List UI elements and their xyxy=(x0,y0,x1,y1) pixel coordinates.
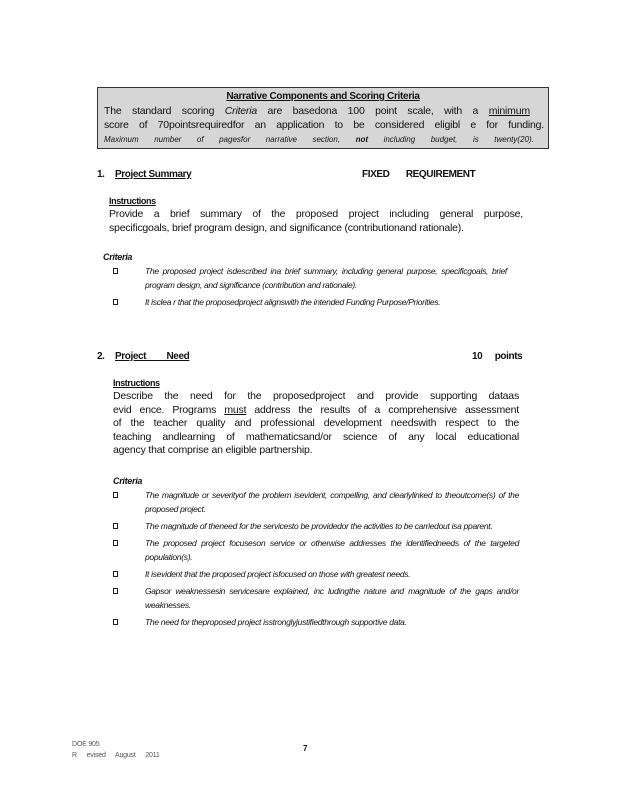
section-1-instructions xyxy=(109,208,523,235)
criteria-text: The proposed project isdescribed ina brief summary, including general purpose, specificgoals, brief program design, and significance (contribution and rationale). xyxy=(145,266,507,290)
criteria-text: The magnitude or severityof the problem isevident, compelling, and clearlylinked to theoutcome(s) of the proposed project. xyxy=(145,490,519,514)
box-word: 100 xyxy=(347,105,365,117)
box-word: narrative xyxy=(265,135,297,144)
box-word: considered xyxy=(374,119,425,131)
box-word: e xyxy=(470,119,476,131)
box-word: funding. xyxy=(508,119,544,131)
box-word: 70pointsrequiredfor xyxy=(157,119,245,131)
bullet-box-icon xyxy=(113,268,118,274)
section-2-criteria-list xyxy=(113,488,519,632)
section-1-number: 1. xyxy=(97,169,105,180)
instruction-line: of the teacher quality and professional development needswith respect to the xyxy=(113,417,519,429)
box-word: twenty(20). xyxy=(494,135,534,144)
bullet-box-icon xyxy=(113,492,118,498)
section-1-criteria-label: Criteria xyxy=(103,252,133,262)
box-word: of xyxy=(139,119,148,131)
box-word: budget, xyxy=(430,135,458,144)
box-word: scale, xyxy=(407,105,434,117)
bullet-box-icon xyxy=(113,299,118,305)
criteria-item xyxy=(113,584,519,612)
box-word: score xyxy=(104,119,129,131)
instruction-line: evid ence. Programs must address the results of a comprehensive assessment xyxy=(113,403,519,416)
box-word: is xyxy=(472,135,479,144)
box-word: minimum xyxy=(488,105,530,117)
box-word: eligibl xyxy=(434,119,460,131)
instruction-line: specificgoals, brief program design, and significance (contributionand rationale). xyxy=(109,221,464,234)
box-word: are xyxy=(267,105,283,117)
box-word: standard xyxy=(132,105,172,117)
box-word: with xyxy=(444,105,463,117)
box-word: of xyxy=(196,135,204,144)
criteria-item xyxy=(113,615,519,629)
footer-revised: R evised August 2011 xyxy=(72,752,160,759)
emphasis-must: must xyxy=(224,403,247,416)
instruction-line: agency that comprise an eligible partnership. xyxy=(113,444,313,456)
criteria-text: Gapsor weaknessesin servicesare explained, inc ludingthe nature and magnitude of the gaps and/or weaknesses. xyxy=(145,586,519,610)
bullet-box-icon xyxy=(113,619,118,625)
criteria-item xyxy=(113,536,519,564)
section-2-tag: 10 points xyxy=(472,351,523,362)
box-word: pagesfor xyxy=(219,135,251,144)
section-2-criteria-label: Criteria xyxy=(113,476,143,486)
criteria-text: The magnitude of theneed for the servicesto be providedor the activities to be carriedout isa pparent. xyxy=(145,521,493,531)
box-word: to xyxy=(334,119,343,131)
section-1-instructions-label: Instructions xyxy=(109,196,156,206)
criteria-text: It isclea r that the proposedproject alignswith the intended Funding Purpose/Priorities. xyxy=(145,297,441,307)
box-word: Maximum xyxy=(104,135,139,144)
section-1-tag: FIXED REQUIREMENT xyxy=(362,169,476,180)
box-word: basedona xyxy=(292,105,338,117)
criteria-text: The proposed project focuseson service or otherwise addresses the identifiedneeds of the targeted population(s). xyxy=(145,538,519,562)
criteria-text: It isevident that the proposed project isfocused on those with greatest needs. xyxy=(145,569,411,579)
box-word: The xyxy=(104,105,122,117)
box-word: an xyxy=(254,119,266,131)
box-line-1 xyxy=(104,105,544,117)
criteria-item xyxy=(113,264,507,292)
criteria-item xyxy=(113,567,519,581)
box-word: not xyxy=(355,135,369,144)
box-line-3 xyxy=(104,135,534,144)
bullet-box-icon xyxy=(113,540,118,546)
box-word: number xyxy=(154,135,182,144)
box-word: be xyxy=(353,119,365,131)
box-word: section, xyxy=(312,135,341,144)
criteria-item xyxy=(113,488,519,516)
box-line-2 xyxy=(104,119,544,131)
instruction-line: Provide a brief summary of the proposed project including general purpose, xyxy=(109,208,523,220)
box-word: a xyxy=(472,105,479,117)
box-word: Criteria xyxy=(224,105,258,117)
box-word: for xyxy=(486,119,498,131)
section-1-criteria-list xyxy=(113,264,507,312)
criteria-item xyxy=(113,519,519,533)
footer-doe: DOE 905 xyxy=(72,741,100,748)
section-2-title: Project Need xyxy=(115,351,190,362)
criteria-text: The need for theproposed project isstronglyjustifiedthrough supportive data. xyxy=(145,617,407,627)
page-number: 7 xyxy=(303,744,308,753)
bullet-box-icon xyxy=(113,588,118,594)
bullet-box-icon xyxy=(113,571,118,577)
box-word: application xyxy=(276,119,325,131)
box-word: including xyxy=(383,135,416,144)
box-title: Narrative Components and Scoring Criteria xyxy=(226,91,420,102)
section-2-number: 2. xyxy=(97,351,105,362)
section-1-title: Project Summary xyxy=(115,169,192,180)
section-2-instructions xyxy=(113,390,519,458)
section-2-instructions-label: Instructions xyxy=(113,378,160,388)
instruction-line: Describe the need for the proposedproject and provide supporting dataas xyxy=(113,390,519,402)
box-word: scoring xyxy=(181,105,215,117)
bullet-box-icon xyxy=(113,523,118,529)
box-word: point xyxy=(375,105,397,117)
scoring-criteria-box xyxy=(97,87,549,149)
instruction-line: teaching andlearning of mathematicsand/or science of any local educational xyxy=(113,430,519,443)
criteria-item xyxy=(113,295,507,309)
